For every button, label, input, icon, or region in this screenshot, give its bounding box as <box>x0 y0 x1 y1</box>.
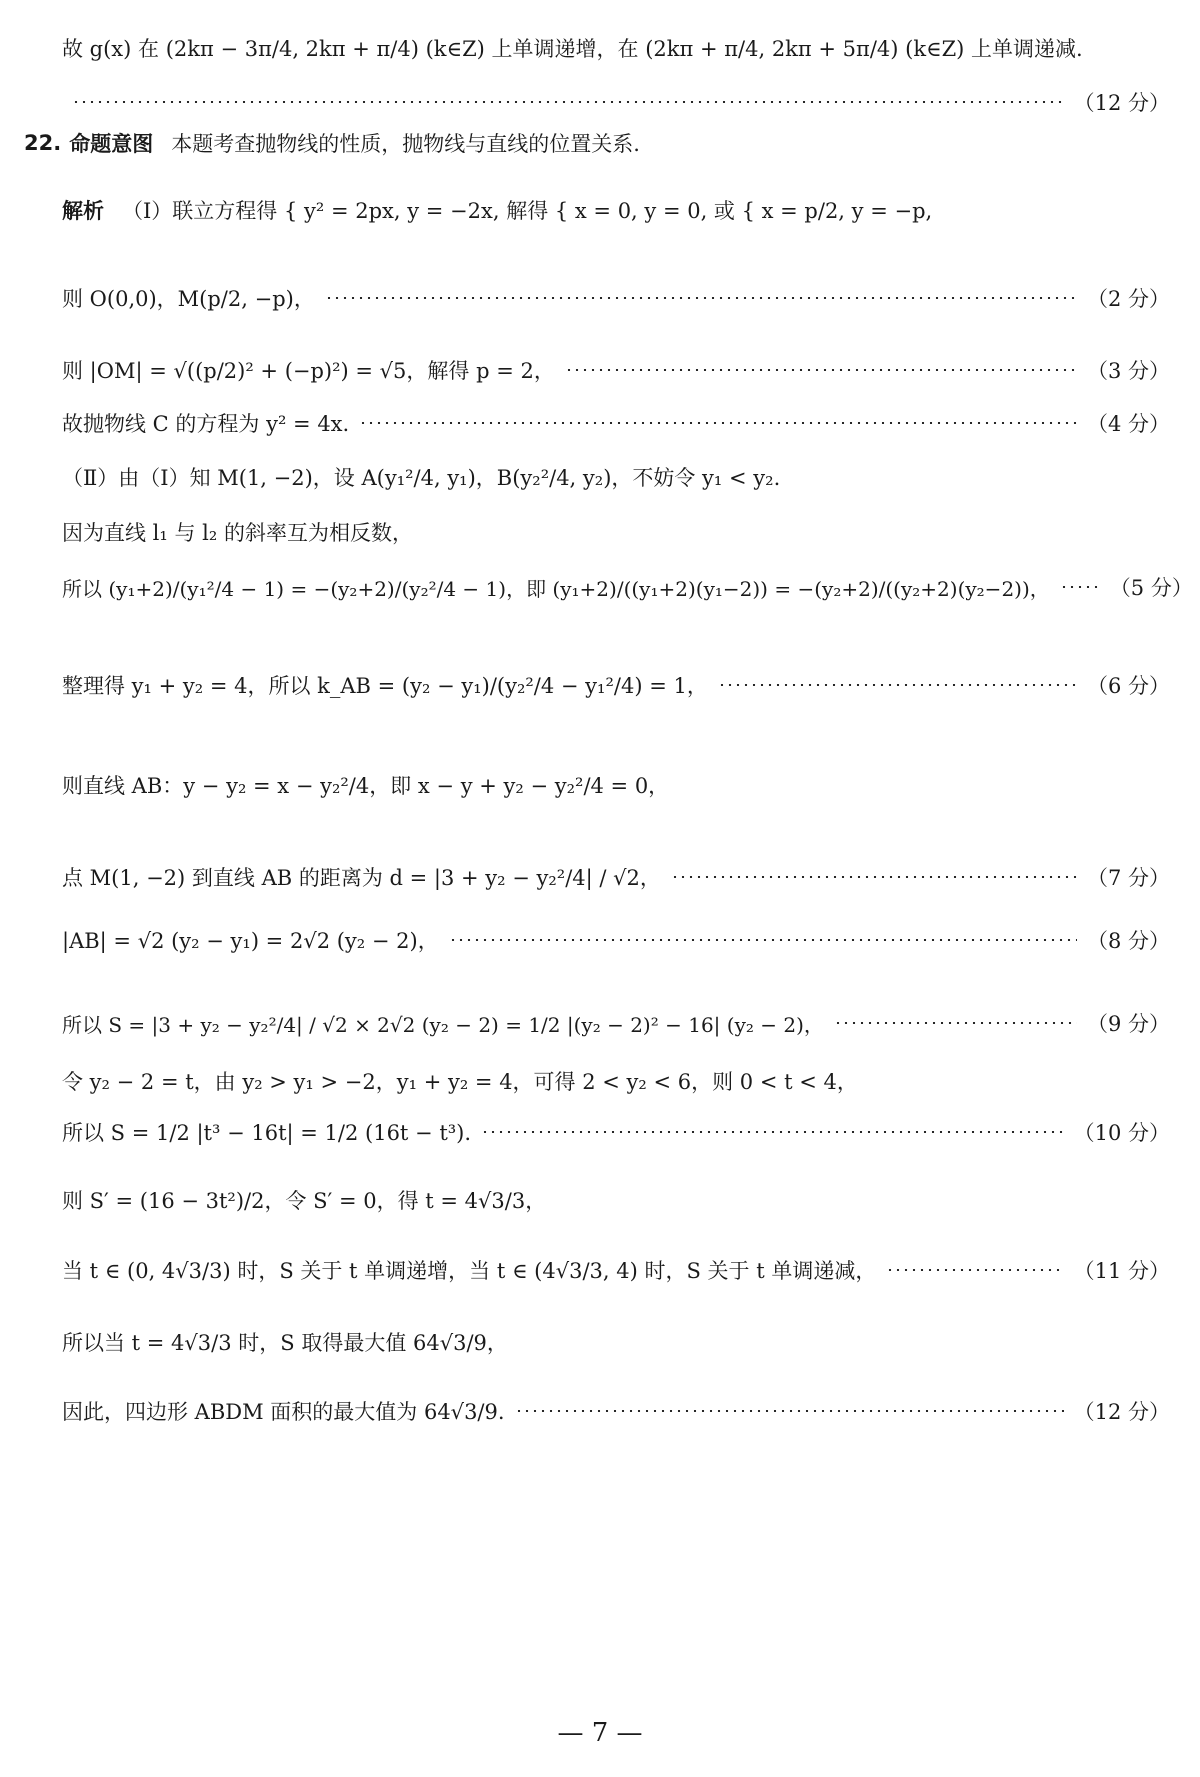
text-line <box>62 770 1170 800</box>
line-text: 本题考查抛物线的性质，抛物线与直线的位置关系. <box>171 132 640 156</box>
intent-label: 命题意图 <box>69 132 154 156</box>
text-line <box>62 355 1170 385</box>
line-text: （Ⅱ）由（Ⅰ）知 M(1, −2)，设 A(y₁²/4, y₁)，B(y₂²/4, y₂)，不妨令 y₁ < y₂. <box>62 466 781 490</box>
line-text: 整理得 y₁ + y₂ = 4，所以 k_AB = (y₂ − y₁)/(y₂²/4 − y₁²/4) = 1， <box>62 674 708 698</box>
score-label: （5 分） <box>1109 576 1193 600</box>
line-text: 则 O(0,0)，M(p/2, −p)， <box>62 287 315 311</box>
line-text: 所以 S = 1/2 |t³ − 16t| = 1/2 (16t − t³). <box>62 1121 472 1145</box>
leader-dots <box>671 876 1077 878</box>
text-line <box>62 33 1170 63</box>
line-text: |AB| = √2 (y₂ − y₁) = 2√2 (y₂ − 2)， <box>62 929 439 953</box>
score-label: （12 分） <box>1073 1400 1170 1424</box>
text-line <box>62 925 1170 955</box>
line-text: 因此，四边形 ABDM 面积的最大值为 64√3/9. <box>62 1400 505 1424</box>
line-text: 则 |OM| = √((p/2)² + (−p)²) = √5，解得 p = 2， <box>62 359 555 383</box>
leader-dots <box>886 1269 1063 1271</box>
text-line <box>62 1327 1170 1357</box>
score-label: （3 分） <box>1086 359 1170 383</box>
text-line <box>62 517 1170 547</box>
text-line <box>62 1066 1170 1096</box>
line-text: 则 S′ = (16 − 3t²)/2，令 S′ = 0，得 t = 4√3/3， <box>62 1189 547 1213</box>
text-line <box>62 1117 1170 1147</box>
text-line <box>62 670 1170 700</box>
question-number: 22. <box>24 131 62 155</box>
leader-dots <box>72 101 1064 103</box>
score-label: （12 分） <box>1073 91 1170 115</box>
score-label: （9 分） <box>1086 1012 1170 1036</box>
leader-dots <box>834 1022 1077 1024</box>
question-header <box>24 128 1170 158</box>
leader-dots <box>359 422 1077 424</box>
text-line <box>62 1185 1170 1215</box>
text-line <box>62 283 1170 313</box>
line-text: （Ⅰ）联立方程得 { y² = 2px, y = −2x, 解得 { x = 0, y = 0, 或 { x = p/2, y = −p, <box>122 199 933 223</box>
line-text: 所以当 t = 4√3/3 时，S 取得最大值 64√3/9， <box>62 1331 508 1355</box>
score-label: （10 分） <box>1073 1121 1170 1145</box>
line-text: 所以 S = |3 + y₂ − y₂²/4| / √2 × 2√2 (y₂ − 2) = 1/2 |(y₂ − 2)² − 16| (y₂ − 2)， <box>62 1012 824 1037</box>
line-text: 则直线 AB：y − y₂ = x − y₂²/4，即 x − y + y₂ − y₂²/4 = 0， <box>62 774 670 798</box>
text-line <box>62 862 1170 892</box>
leader-dots <box>718 684 1077 686</box>
text-line <box>62 462 1170 492</box>
leader-dots <box>325 297 1077 299</box>
text-line <box>62 195 1170 225</box>
leader-dots <box>565 369 1077 371</box>
text-line <box>62 1008 1170 1038</box>
score-label: （7 分） <box>1086 866 1170 890</box>
score-label: （4 分） <box>1086 412 1170 436</box>
analysis-label: 解析 <box>62 199 104 223</box>
line-text: 因为直线 l₁ 与 l₂ 的斜率互为相反数， <box>62 521 413 545</box>
line-text: 点 M(1, −2) 到直线 AB 的距离为 d = |3 + y₂ − y₂²/4| / √2， <box>62 866 661 890</box>
leader-dots <box>481 1131 1064 1133</box>
page-number: — 7 — <box>557 1718 643 1748</box>
leader-dots <box>1060 586 1100 588</box>
leader-dots <box>515 1410 1064 1412</box>
score-label: （2 分） <box>1086 287 1170 311</box>
text-line <box>62 1255 1170 1285</box>
text-line <box>62 87 1170 117</box>
score-label: （8 分） <box>1086 929 1170 953</box>
text-line <box>62 408 1170 438</box>
text-line <box>62 1396 1170 1426</box>
score-label: （6 分） <box>1086 674 1170 698</box>
line-text: 故 g(x) 在 (2kπ − 3π/4, 2kπ + π/4) (k∈Z) 上单调递增，在 (2kπ + π/4, 2kπ + 5π/4) (k∈Z) 上单调递减. <box>62 37 1083 61</box>
line-text: 令 y₂ − 2 = t，由 y₂ > y₁ > −2，y₁ + y₂ = 4，可得 2 < y₂ < 6，则 0 < t < 4， <box>62 1070 858 1094</box>
score-label: （11 分） <box>1073 1259 1170 1283</box>
leader-dots <box>449 939 1077 941</box>
line-text: 所以 (y₁+2)/(y₁²/4 − 1) = −(y₂+2)/(y₂²/4 − 1)，即 (y₁+2)/((y₁+2)(y₁−2)) = −(y₂+2)/((y₂+2)(y₂−2))， <box>62 576 1050 601</box>
line-text: 当 t ∈ (0, 4√3/3) 时，S 关于 t 单调递增，当 t ∈ (4√3/3, 4) 时，S 关于 t 单调递减， <box>62 1259 877 1283</box>
text-line <box>62 572 1193 602</box>
line-text: 故抛物线 C 的方程为 y² = 4x. <box>62 412 350 436</box>
